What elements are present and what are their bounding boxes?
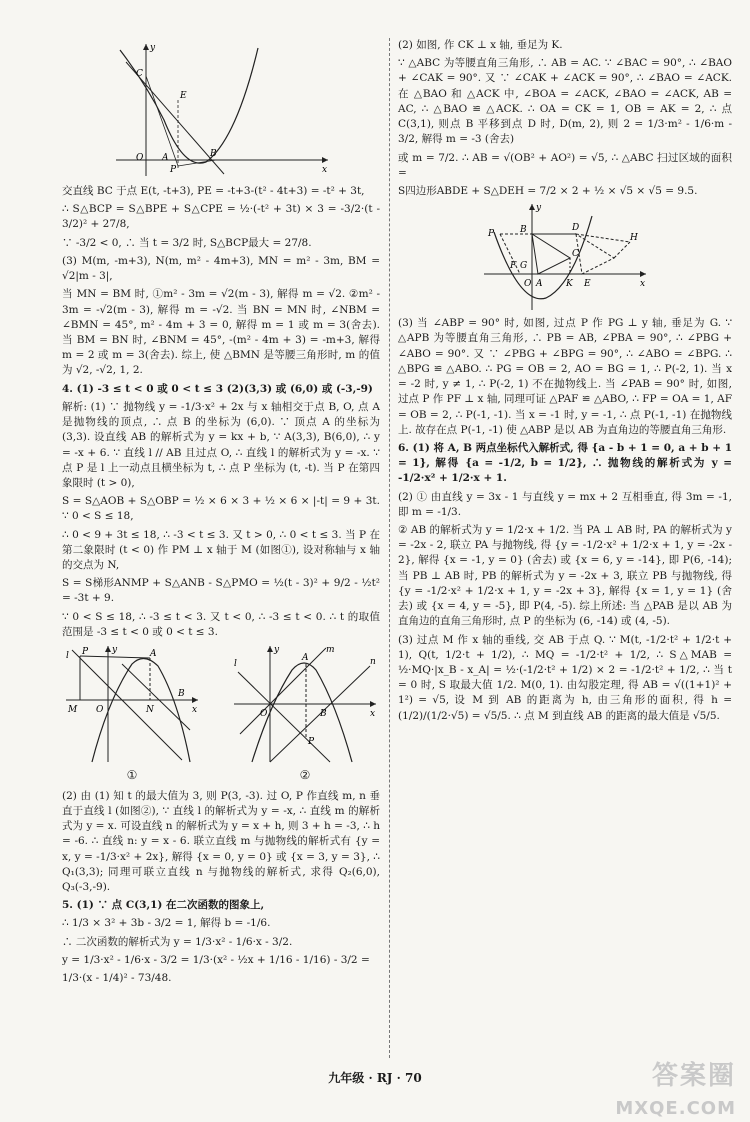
svg-text:A: A <box>302 653 309 664</box>
svg-text:B: B <box>178 689 185 700</box>
column-divider <box>389 38 390 1058</box>
text-line: S = S梯形ANMP + S△ANB - S△PMO = ½(t - 3)² + 9/2 - ½t² = -3t + 9. <box>62 577 380 605</box>
question-5-heading: 5. (1) ∵ 点 C(3,1) 在二次函数的图象上, <box>62 899 265 912</box>
svg-text:P: P <box>488 229 495 240</box>
text-line: y = 1/3·x² - 1/6·x - 3/2 = 1/3·(x² - ½x + 1/16 - 1/16) - 3/2 = <box>62 953 370 966</box>
text-line: ∴ 0 < 9 + 3t ≤ 18, ∴ -3 < t ≤ 3. 又 t > 0, ∴ 0 < t ≤ 3. 当 P 在第二象限时 (t < 0) 作 PM ⊥ x 轴于 M (如图①), 设对称轴与 x 轴的交点为 N, <box>62 528 380 572</box>
figure-2-caption: ② <box>299 768 311 783</box>
svg-text:B: B <box>320 709 327 720</box>
figure-parabola-bc <box>106 40 336 180</box>
figure-1 <box>62 644 202 785</box>
text-line: (3) 过点 M 作 x 轴的垂线, 交 AB 于点 Q. ∵ M(t, -1/2·t² + 1/2·t + 1), Q(t, 1/2·t + 1/2), ∴ MQ = -1/2·t² + 1/2, ∴ S△MAB = ½·MQ·|x_B - x_A| = ½·(-1/2·t² + 1/2) × 2 = -1/2·t² + 1/2, ∴ 当 t = 0 时, S 取最大值 1/2. M(0, 1). 由勾股定理, 得 AB = √((1+1)² + 1²) = √5, 设 M 到 AB 的距离为 h, 由三角形的面积, 得 h = (1/2)/(1/2·√5) = √5/5. ∴ 点 M 到直线 AB 的距离的最大值是 √5/5. <box>398 633 732 722</box>
text-line: ∴ 二次函数的解析式为 y = 1/3·x² - 1/6·x - 3/2. <box>62 935 293 948</box>
text-line: (3) 当 ∠ABP = 90° 时, 如图, 过点 P 作 PG ⊥ y 轴, 垂足为 G. ∵ △APB 为等腰直角三角形, ∴ PB = AB, ∠PBA = 90°, ∴ ∠PBG + ∠ABO = 90°. 又 ∵ ∠PBG + ∠BPG = 90°, ∴ ∠ABO = ∠BPG. ∴ △BPG ≌ △ABO. ∴ PG = OB = 2, AO = BG = 1, ∴ P(-2, 1). 当 x = -2 时, y ≠ 1, ∴ P(-2, 1) 不在抛物线上. 当 ∠PAB = 90° 时, 如图, 过点 P 作 PF ⊥ x 轴, 同理可证 △PAF ≌ △ABO, ∴ FP = OA = 1, AF = OB = 2, ∴ P(-1, -1). 当 x = -1 时, y = -1, ∴ 点 P(-1, -1) 在抛物线上. 故存在点 P(-1, -1) 使 △ABP 是以 AB 为直角边的等腰直角三角形. <box>398 317 732 436</box>
svg-text:G: G <box>520 261 528 272</box>
watermark-line-2: MXQE.COM <box>615 1097 736 1119</box>
text-line: 交直线 BC 于点 E(t, -t+3), PE = -t+3-(t² - 4t+3) = -t² + 3t, <box>62 185 365 197</box>
svg-text:M: M <box>68 705 78 716</box>
svg-text:l: l <box>234 659 237 670</box>
watermark-logo <box>615 1058 736 1122</box>
text-line: (2) ① 由直线 y = 3x - 1 与直线 y = mx + 2 互相垂直, 得 3m = -1, 即 m = -1/3. <box>398 490 732 518</box>
svg-text:x: x <box>370 709 376 720</box>
svg-text:K: K <box>566 279 573 290</box>
svg-text:B: B <box>520 225 527 236</box>
text-line: 解析: (1) ∵ 抛物线 y = -1/3·x² + 2x 与 x 轴相交于点 B, O, 点 A 是抛物线的顶点, ∴ 点 B 的坐标为 (6,0). ∵ 顶点 A 的坐标为 (3,3). 设直线 AB 的解析式为 y = kx + b, ∵ A(3,3), B(6,0), ∴ y = -x + 6. ∵ 直线 l // AB 且过点 O, ∴ 直线 l 的解析式为 y = -x. ∵ 点 P 是 l 上一动点且横坐标为 t, ∴ 点 P 坐标为 (t, -t). 当 P 在第四象限时 (t > 0), <box>62 400 380 489</box>
svg-text:x: x <box>192 705 198 716</box>
svg-text:B: B <box>210 149 217 159</box>
text-line: ∴ 1/3 × 3² + 3b - 3/2 = 1, 解得 b = -1/6. <box>62 917 271 930</box>
text-line: ∵ △ABC 为等腰直角三角形, ∴ AB = AC. ∵ ∠BAC = 90°, ∴ ∠BAO + ∠CAK = 90°. 又 ∵ ∠CAK + ∠ACK = 90°, ∴ ∠BAO = ∠ACK. 在 △BAO 和 △ACK 中, ∠BOA = ∠ACK, ∠BAO = ∠ACK, AB = AC, ∴ △BAO ≌ △ACK. ∴ OA = CK = 1, OB = AK = 2, ∴ 点 C(3,1), 则点 B 平移到点 D 时, D(m, 2), 则 2 = 1/3·m² - 1/6·m - 3/2, 解得 m = -3 (舍去) <box>398 57 732 146</box>
text-line: 1/3·(x - 1/4)² - 73/48. <box>62 972 172 985</box>
svg-text:P: P <box>308 737 315 748</box>
svg-text:C: C <box>136 69 143 79</box>
svg-text:y: y <box>112 645 118 656</box>
figure-row <box>62 644 380 785</box>
question-6-heading: 6. (1) 将 A, B 两点坐标代入解析式, 得 {a - b + 1 = 0, a + b + 1 = 1}, 解得 {a = -1/2, b = 1/2}, ∴ 抛物线的解析式为 y = -1/2·x² + 1/2·x + 1. <box>398 441 732 485</box>
svg-text:O: O <box>136 153 144 163</box>
svg-text:O: O <box>96 705 104 716</box>
watermark-line-1: 答案圈 <box>651 1061 736 1091</box>
right-column <box>398 38 732 727</box>
text-line: 当 MN = BM 时, ①m² - 3m = √2(m - 3), 解得 m = √2. ②m² - 3m = -√2(m - 3), 解得 m = -√2. 当 BN = MN 时, ∠NBM = ∠BMN = 45°, m² - 4m + 3 = 0, 解得 m = 1 或 m = 3(舍去). 当 BM = BN 时, ∠BNM = 45°, -(m² - 4m + 3) = -m+3, 解得 m = 2 或 m = 3(舍去). 综上, 使 △BMN 是等腰三角形时, m 的值为 √2, -√2, 1, 2. <box>62 288 380 377</box>
text-line: ∵ -3/2 < 0, ∴ 当 t = 3/2 时, S△BCP最大 = 27/8. <box>62 236 312 249</box>
text-line: ∴ S△BCP = S△BPE + S△CPE = ½·(-t² + 3t) × 3 = -3/2·(t - 3/2)² + 27/8, <box>62 203 380 231</box>
svg-text:y: y <box>536 203 542 214</box>
question-4-heading: 4. (1) -3 ≤ t < 0 或 0 < t ≤ 3 (2)(3,3) 或 (6,0) 或 (-3,-9) <box>62 382 373 395</box>
svg-text:P: P <box>170 165 177 175</box>
svg-text:y: y <box>274 645 280 656</box>
svg-text:A: A <box>536 279 543 290</box>
svg-text:F: F <box>510 261 517 272</box>
text-line: (3) M(m, -m+3), N(m, m² - 4m+3), MN = m² - 3m, BM = √2|m - 3|, <box>62 254 380 283</box>
svg-text:l: l <box>66 651 69 662</box>
svg-text:C: C <box>572 249 579 260</box>
svg-text:O: O <box>524 279 532 290</box>
figure-triangle-sweep <box>480 202 650 312</box>
svg-text:E: E <box>180 91 187 101</box>
svg-text:P: P <box>82 647 89 658</box>
text-line: ② AB 的解析式为 y = 1/2·x + 1/2. 当 PA ⊥ AB 时, PA 的解析式为 y = -2x - 2, 联立 PA 与抛物线, 得 {y = -1/2·x² + 1/2·x + 1, y = -2x - 2}, 解得 {x = -1, y = 0} (舍去) 或 {x = 6, y = -14}, 即 P(6, -14); 当 PB ⊥ AB 时, PB 的解析式为 y = -2x + 3, 联立 PB 与抛物线, 得 {y = -1/2·x² + 1/2·x + 1, y = -2x + 3}, 解得 {x = 1, y = 1} (舍去) 或 {x = 4, y = -5}, 即 P(4, -5). 综上所述: 当 △PAB 是以 AB 为直角边的直角三角形时, 点 P 的坐标为 (6, -14) 或 (4, -5). <box>398 524 732 628</box>
text-line: 或 m = 7/2. ∴ AB = √(OB² + AO²) = √5, ∴ △ABC 扫过区域的面积 = <box>398 151 732 179</box>
svg-text:O: O <box>260 709 268 720</box>
svg-text:x: x <box>322 165 328 175</box>
svg-text:A: A <box>162 153 169 163</box>
figure-2 <box>230 644 380 785</box>
svg-text:N: N <box>146 705 154 716</box>
svg-text:x: x <box>640 279 646 290</box>
svg-text:D: D <box>572 223 580 234</box>
svg-text:H: H <box>630 233 638 244</box>
svg-text:E: E <box>584 279 591 290</box>
text-line: (2) 由 (1) 知 t 的最大值为 3, 则 P(3, -3). 过 O, P 作直线 m, n 垂直于直线 l (如图②), ∵ 直线 l 的解析式为 y = -x, ∴ 直线 m 的解析式为 y = x. 可设直线 n 的解析式为 y = x + h, 则 3 + h = -3, ∴ h = -6. ∴ 直线 n: y = x - 6. 联立直线 m 与抛物线的解析式有 {y = x, y = -1/3·x² + 2x}, 解得 {x = 0, y = 0} 或 {x = 3, y = 3}, ∴ Q₁(3,3); 同理可联立直线 n 与抛物线的解析式, 求得 Q₂(6,0), Q₃(-3,-9). <box>62 789 380 894</box>
text-line: (2) 如图, 作 CK ⊥ x 轴, 垂足为 K. <box>398 39 563 51</box>
svg-text:A: A <box>150 649 157 660</box>
text-line: S = S△AOB + S△OBP = ½ × 6 × 3 + ½ × 6 × |-t| = 9 + 3t. ∵ 0 < S ≤ 18, <box>62 495 380 523</box>
text-line: ∵ 0 < S ≤ 18, ∴ -3 ≤ t < 3. 又 t < 0, ∴ -3 ≤ t < 0. ∴ t 的取值范围是 -3 ≤ t < 0 或 0 < t ≤ 3. <box>62 610 380 638</box>
left-column <box>62 38 380 989</box>
page-footer: 九年级 · RJ · 70 <box>328 1071 422 1085</box>
figure-1-caption: ① <box>126 768 138 783</box>
text-line: S四边形ABDE + S△DEH = 7/2 × 2 + ½ × √5 × √5 = 9.5. <box>398 184 698 197</box>
svg-text:y: y <box>150 43 156 53</box>
svg-text:n: n <box>370 657 376 668</box>
svg-text:m: m <box>326 645 335 656</box>
